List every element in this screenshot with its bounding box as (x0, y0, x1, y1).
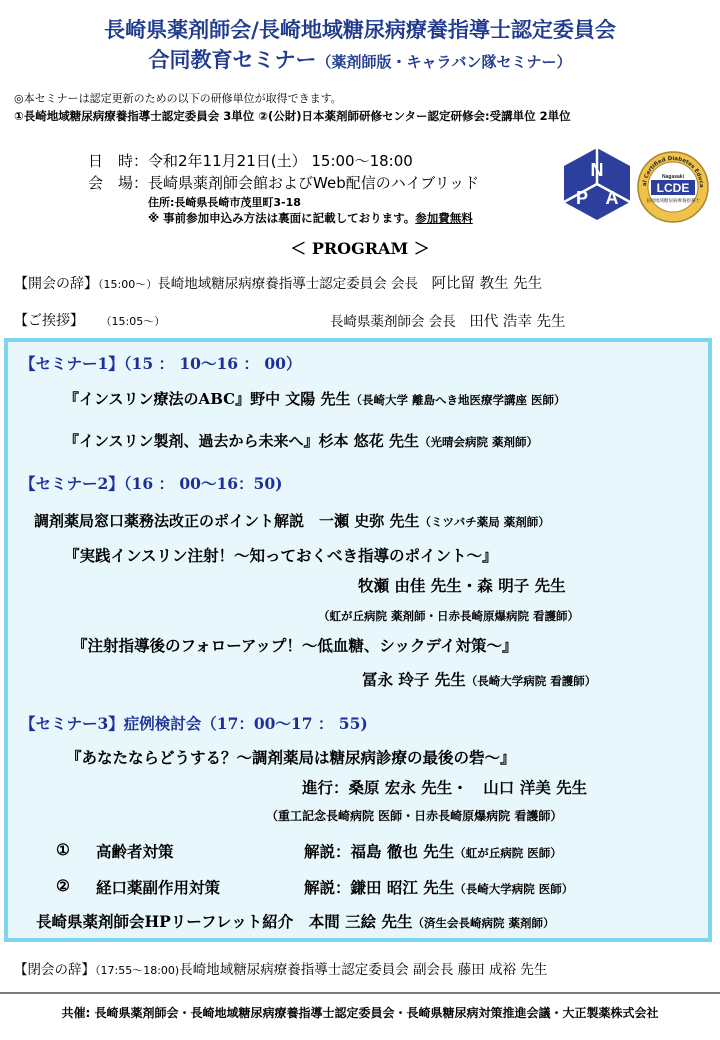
seminar1-talk2 (64, 430, 538, 451)
case2-num: ② (56, 876, 70, 895)
lcde-text: LCDE (656, 181, 690, 195)
credit-units: ①長崎地域糖尿病療養指導士認定委員会 3単位 ②(公財)日本薬剤師研修センター認定研修会:受講単位 2単位 (14, 109, 571, 123)
seminar1-talk2-aff: （光晴会病院 薬剤師） (419, 435, 539, 449)
npa-letter-a: A (605, 188, 619, 208)
npa-logo (562, 146, 632, 222)
event-address: 住所:長崎県長崎市茂里町3-18 (148, 196, 301, 209)
seminar1-talk2-title: 『インスリン製剤、過去から未来へ』杉本 悠花 先生 (64, 432, 419, 450)
date-label: 日 時： (88, 152, 149, 170)
seminar-panel (4, 338, 712, 942)
subtitle-main: 合同教育セミナー (148, 47, 317, 72)
seminar2-talk1-title: 調剤薬局窓口薬務法改正のポイント解説 一瀬 史弥 先生 (34, 512, 420, 530)
leaflet-aff: （済生会長崎病院 薬剤師） (412, 916, 555, 930)
seminar1-talk1-aff: （長崎大学 離島へき地医療学講座 医師） (350, 393, 566, 407)
case2-aff: （長崎大学病院 医師） (454, 882, 574, 896)
seminar2-talk1-aff: （ミツバチ薬局 薬剤師） (419, 515, 550, 529)
seminar3-moderators-aff-text: （重工記念長崎病院 医師・日赤長崎原爆病院 看護師） (266, 809, 563, 823)
seminar3-moderators: 進行：桑原 宏永 先生・ 山口 洋美 先生 (302, 778, 588, 797)
opening-text: 長崎地域糖尿病療養指導士認定委員会 会長 (157, 276, 432, 292)
opening-tag: 【開会の辞】 (14, 276, 98, 292)
greeting-tag: 【ご挨拶】 (14, 313, 84, 329)
leaflet-title: 長崎県薬剤師会HPリーフレット紹介 本間 三絵 先生 (36, 912, 413, 931)
seminar2-talk3-speaker: 冨永 玲子 先生 (362, 670, 466, 689)
free-admission: 参加費無料 (415, 211, 473, 225)
date-value: 令和2年11月21日(土） 15:00～18:00 (148, 152, 413, 170)
case2-title: 経口薬副作用対策 (96, 878, 221, 897)
greeting-person: 田代 浩幸 先生 (469, 314, 566, 330)
event-date (88, 150, 413, 171)
seminar2-talk3-title: 『注射指導後のフォローアップ！～低血糖、シックデイ対策～』 (72, 636, 518, 655)
venue-label: 会 場： (88, 174, 149, 192)
event-venue (88, 172, 479, 193)
seminar1-heading: 【セミナー1】（15 ： 10～16 ： 00） (20, 354, 302, 373)
program-heading: ＜ PROGRAM ＞ (290, 239, 430, 258)
closing-time: （17:55～18:00) (95, 964, 180, 977)
venue-value: 長崎県薬剤師会館およびWeb配信のハイブリッド (148, 174, 480, 192)
opening-time: （15:00～） (98, 278, 158, 291)
case2-commentary-row (304, 876, 573, 898)
page-subtitle (0, 44, 720, 74)
greeting-text: 長崎県薬剤師会 会長 (330, 314, 470, 330)
case1-aff: （虹が丘病院 医師） (454, 846, 562, 860)
notice-main: ※ 事前参加申込み方法は裏面に記載しております。 (148, 211, 416, 225)
seminar2-talk3 (362, 668, 596, 690)
opening-remarks (14, 272, 542, 293)
greeting-tag-row (14, 310, 165, 330)
case1-commentary-row (304, 840, 562, 862)
subtitle-sub: （薬剤師版・キャラバン隊セミナー） (316, 53, 572, 71)
seminar2-talk2-aff (318, 606, 579, 624)
case1-num: ① (56, 840, 70, 859)
closing-text: 長崎地域糖尿病療養指導士認定委員会 副会長 藤田 成裕 先生 (179, 962, 548, 978)
closing-remarks (14, 958, 547, 978)
case1-title: 高齢者対策 (96, 842, 174, 861)
seminar2-talk1 (34, 510, 550, 531)
seminar1-talk1 (64, 388, 566, 409)
credit-note: ◎本セミナーは認定更新のための以下の研修単位が取得できます。 (14, 92, 342, 105)
seminar2-talk2-title: 『実践インスリン注射！～知っておくべき指導のポイント～』 (64, 546, 498, 565)
seminar3-moderators-aff (266, 806, 562, 824)
seminar2-heading: 【セミナー2】（16 ： 00～16：50) (20, 474, 283, 493)
lcde-nagasaki: Nagasaki (662, 174, 684, 180)
seminar1-talk1-title: 『インスリン療法のABC』野中 文陽 先生 (64, 390, 351, 408)
opening-person: 阿比留 教生 先生 (431, 276, 543, 292)
seminar3-title: 『あなたならどうする？～調剤薬局は糖尿病診療の最後の砦～』 (66, 748, 516, 767)
page-title: 長崎県薬剤師会/長崎地域糖尿病療養指導士認定委員会 (104, 17, 616, 42)
seminar3-heading: 【セミナー3】症例検討会（17：00～17 ： 55) (20, 714, 368, 733)
greeting-time: （15:05～） (106, 315, 166, 328)
sponsors: 共催: 長崎県薬剤師会・長崎地域糖尿病療養指導士認定委員会・長崎県糖尿病対策推進会議・大正製薬株式会社 (61, 1006, 659, 1020)
npa-letter-n: N (590, 160, 604, 180)
leaflet-intro (36, 910, 555, 932)
lcde-logo (636, 150, 710, 224)
case2-commentary: 解説：鎌田 昭江 先生 (304, 878, 455, 897)
footer-divider (0, 992, 720, 994)
seminar2-talk2-aff-text: （虹が丘病院 薬剤師・日赤長崎原爆病院 看護師） (318, 609, 580, 623)
registration-notice (148, 210, 473, 226)
case1-commentary: 解説：福島 徹也 先生 (304, 842, 455, 861)
greeting-speaker (330, 310, 566, 331)
npa-letter-p: P (575, 188, 589, 208)
closing-tag: 【閉会の辞】 (14, 962, 95, 978)
lcde-ring-text: al Certified Diabetes Educa (641, 155, 705, 188)
seminar2-talk2-speakers: 牧瀬 由佳 先生・森 明子 先生 (358, 576, 566, 595)
lcde-bottom: 長崎地域糖尿病療養指導士 (646, 199, 700, 204)
seminar2-talk3-aff: （長崎大学病院 看護師） (465, 674, 597, 688)
